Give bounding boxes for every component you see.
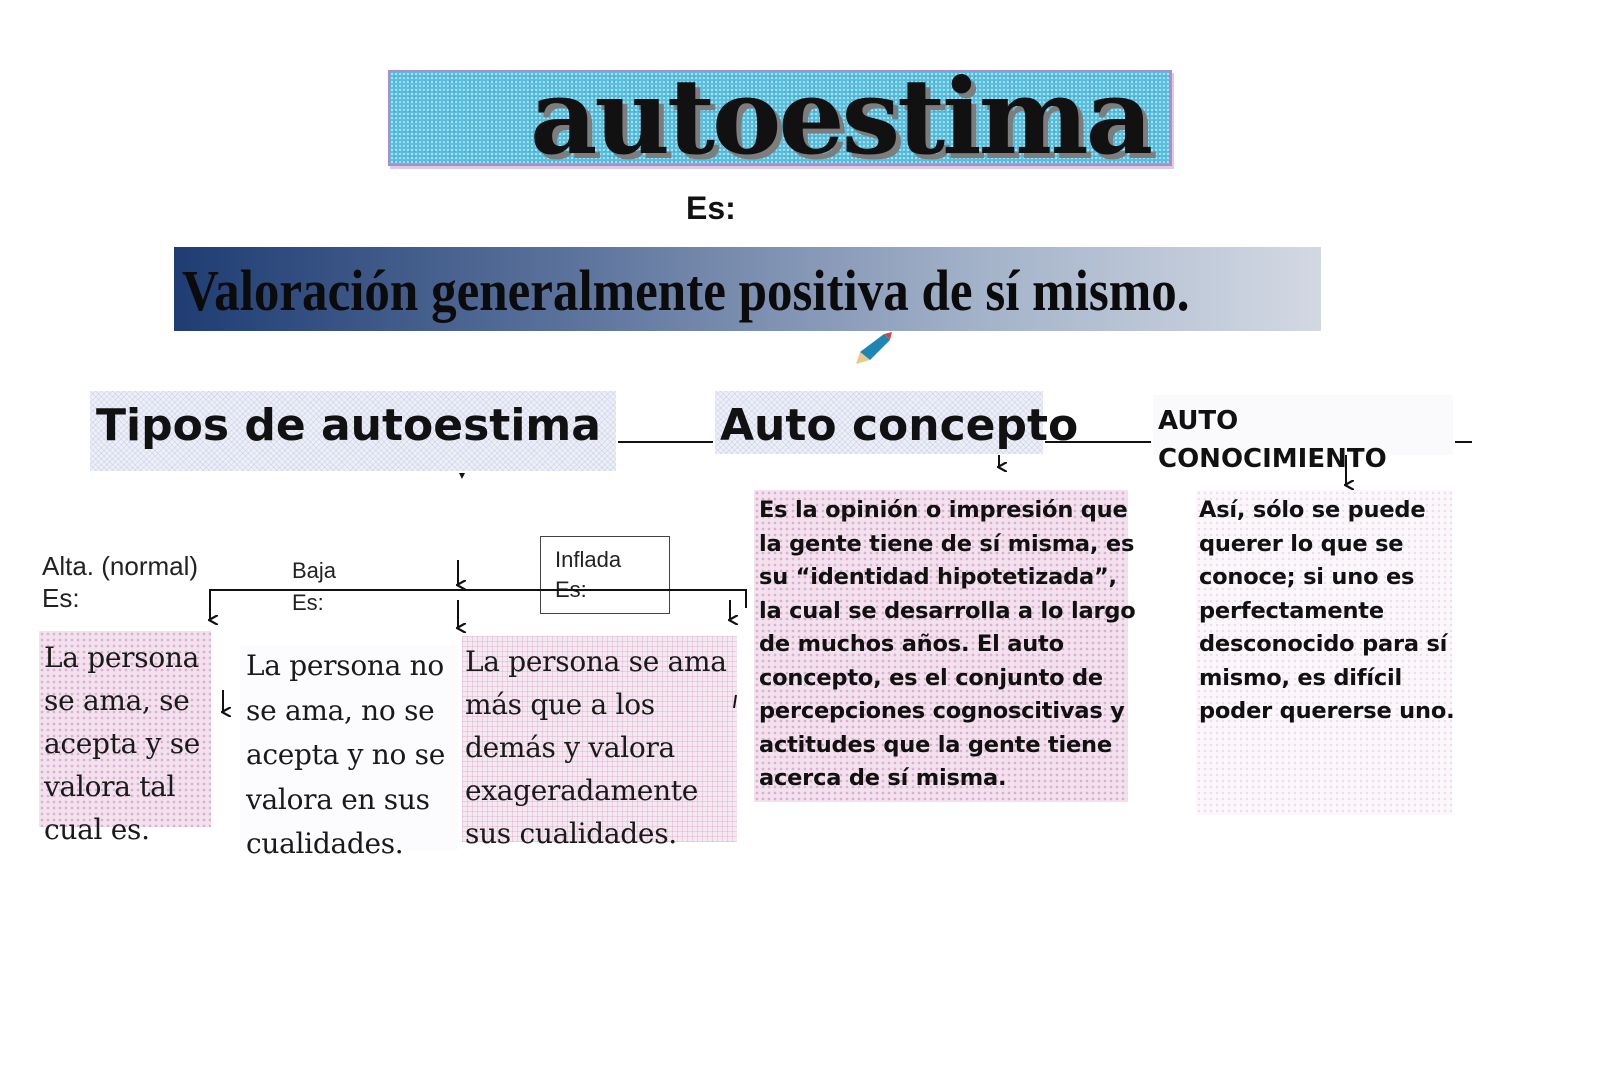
map-title: autoestima (530, 55, 1151, 178)
type-alta-name: Alta. (normal) (42, 551, 199, 581)
type-inflada-name: Inflada (555, 547, 622, 572)
type-inflada-es: Es: (555, 577, 587, 602)
alta-description: La persona se ama, se acepta y se valora tal cual es. (44, 641, 201, 846)
conocimiento-description: Así, sólo se puede querer lo que se conoce; si uno es perfectamente desconocido para sí mismo, es difícil poder quererse uno. (1199, 497, 1455, 724)
definition-text: Valoración generalmente positiva de sí mismo. (182, 258, 1190, 323)
inflada-description: La persona se ama más que a los demás y valora exageradamente sus cualidades. (465, 645, 727, 850)
type-baja-name: Baja (292, 558, 337, 583)
conocimiento-heading-line1: AUTO (1158, 406, 1239, 436)
types-branch-line (210, 590, 746, 608)
baja-description: La persona no se ama, no se acepta y no se valora en sus cualidades. (246, 649, 445, 860)
inflada-tick (734, 695, 736, 708)
title-es-label: Es: (686, 190, 736, 226)
tipos-down-marker (459, 473, 465, 479)
concepto-heading: Auto concepto (720, 400, 1079, 451)
tipos-heading: Tipos de autoestima (96, 400, 601, 451)
concepto-description: Es la opinión o impresión que la gente tiene de sí misma, es su “identidad hipotetizada”, la cual se desarrolla a lo largo de muchos años. El auto concepto, es el conjunto de percepciones cognoscitivas y actitudes que la gente tiene acerca de sí misma. (759, 497, 1136, 791)
conocimiento-heading-line2: CONOCIMIENTO (1158, 444, 1387, 474)
type-baja-es: Es: (292, 590, 324, 615)
type-alta-es: Es: (42, 583, 80, 613)
